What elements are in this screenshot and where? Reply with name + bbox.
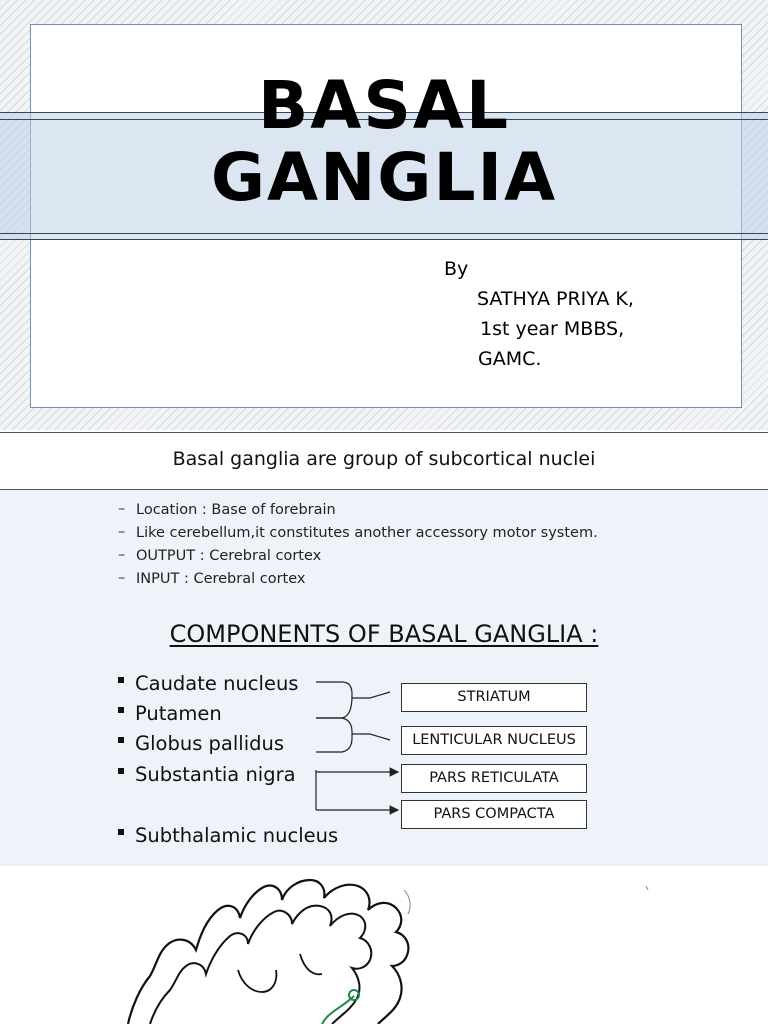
author-college: GAMC. (478, 348, 542, 370)
connector-lenticular (352, 734, 390, 740)
connector-striatum (352, 692, 390, 698)
diagram-slide (0, 866, 768, 1024)
author-block (0, 0, 768, 430)
title-slide (0, 0, 768, 430)
slide-title-line-2: GANGLIA (210, 139, 558, 216)
author-year: 1st year MBBS, (480, 318, 625, 340)
brain-outline-outer (128, 880, 408, 1024)
brain-section-diagram (0, 866, 768, 1024)
summary-item: – Like cerebellum,it constitutes another accessory motor system. (118, 525, 598, 548)
author-by: By (444, 258, 469, 280)
summary-item: – OUTPUT : Cerebral cortex (118, 548, 598, 571)
component-label: Substantia nigra (135, 763, 296, 786)
brace-lenticular (316, 718, 352, 752)
component-label: Putamen (135, 702, 222, 725)
author-name: SATHYA PRIYA K, (477, 288, 634, 310)
summary-item: – Location : Base of forebrain (118, 502, 598, 525)
brace-striatum (316, 682, 352, 718)
brain-sulcus (238, 954, 322, 992)
summary-item: – INPUT : Cerebral cortex (118, 571, 598, 594)
group-box-striatum: STRIATUM (401, 683, 587, 712)
brain-outline-inner (150, 906, 371, 1024)
slide-header-text: Basal ganglia are group of subcortical nuclei (172, 448, 596, 470)
group-box-pars-reticulata: PARS RETICULATA (401, 764, 587, 793)
grouping-connectors (0, 432, 768, 866)
content-slide (0, 432, 768, 866)
group-box-lenticular-nucleus: LENTICULAR NUCLEUS (401, 726, 587, 755)
components-heading: COMPONENTS OF BASAL GANGLIA : (169, 620, 599, 648)
brain-gyrus-right (404, 886, 648, 914)
group-box-pars-compacta: PARS COMPACTA (401, 800, 587, 829)
component-label: Globus pallidus (135, 732, 285, 755)
slide-title-line-1: BASAL (257, 67, 511, 144)
component-label: Caudate nucleus (135, 672, 299, 695)
component-label: Subthalamic nucleus (135, 824, 339, 847)
